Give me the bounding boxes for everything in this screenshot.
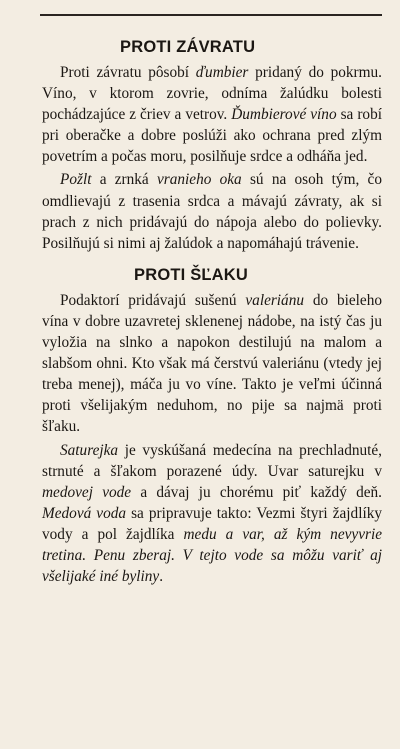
text-run: pridaný do pokrmu. Víno, v ktorom zovrie, odníma žalúdku bolesti pochádzajúce z čriev a vetrov. <box>42 64 382 124</box>
italic-term: vranieho oka <box>156 171 242 189</box>
paragraph <box>42 290 382 438</box>
page-text <box>42 30 382 587</box>
text-run: a dávaj ju chorému piť každý deň. <box>131 483 383 501</box>
italic-term: medovej vode <box>42 483 132 501</box>
paragraph <box>42 62 382 167</box>
italic-term: Požlt <box>60 171 92 189</box>
paragraph <box>42 440 382 588</box>
italic-term: Medová voda <box>42 504 127 522</box>
text-run: Podaktorí pridávajú sušenú <box>60 291 246 309</box>
text-run: je vyskúšaná medecína na prechladnuté, strnuté a šľakom porazené údy. Uvar saturejku v <box>42 441 382 480</box>
text-run: . <box>159 568 164 586</box>
section-title-vertigo: PROTI ZÁVRATU <box>120 38 256 56</box>
italic-term: Saturejka <box>60 441 119 459</box>
text-run: Proti závratu pôsobí <box>60 64 196 81</box>
italic-term: valeriánu <box>245 291 305 309</box>
section-title-stroke: PROTI ŠĽAKU <box>134 265 249 284</box>
paragraph <box>42 169 382 253</box>
italic-term: Ďumbierové víno <box>231 106 337 124</box>
text-run: do bieleho vína v dobre uzavretej sklenenej nádobe, na istý čas ju vyložia na slnko a napokon destilujú na malom a slabšom ohni. Kto však má čerstvú valeriánu (vtedy jej treba menej), máča ju vo víne. Takto je veľmi účinná proti všelijakým neduhom, no pije sa najmä proti šľaku. <box>42 291 382 436</box>
text-run: sú na osoh tým, čo omdlievajú z trasenia srdca a mávajú závraty, ak si prach z nich pridávajú do nápoja alebo do polievky. Posilňujú si nimi aj žalúdok a napomáhajú trávenie. <box>42 171 382 252</box>
top-rule <box>40 14 382 16</box>
italic-term: ďumbier <box>195 64 249 81</box>
text-run: a zrnká <box>91 171 157 189</box>
text-run: sa robí pri oberačke a dobre poslúži ako ochrana pred zlým povetrím a počas moru, posilňuje srdce a odháňa jed. <box>42 106 382 166</box>
italic-term: medu a var, až kým nevyvrie tretina. Penu zberaj. V tejto vode sa môžu variť aj všelijaké iné byliny <box>42 525 382 586</box>
text-run: sa pripravuje takto: Vezmi štyri žajdlíky vody a pol žajdlíka <box>42 504 383 543</box>
